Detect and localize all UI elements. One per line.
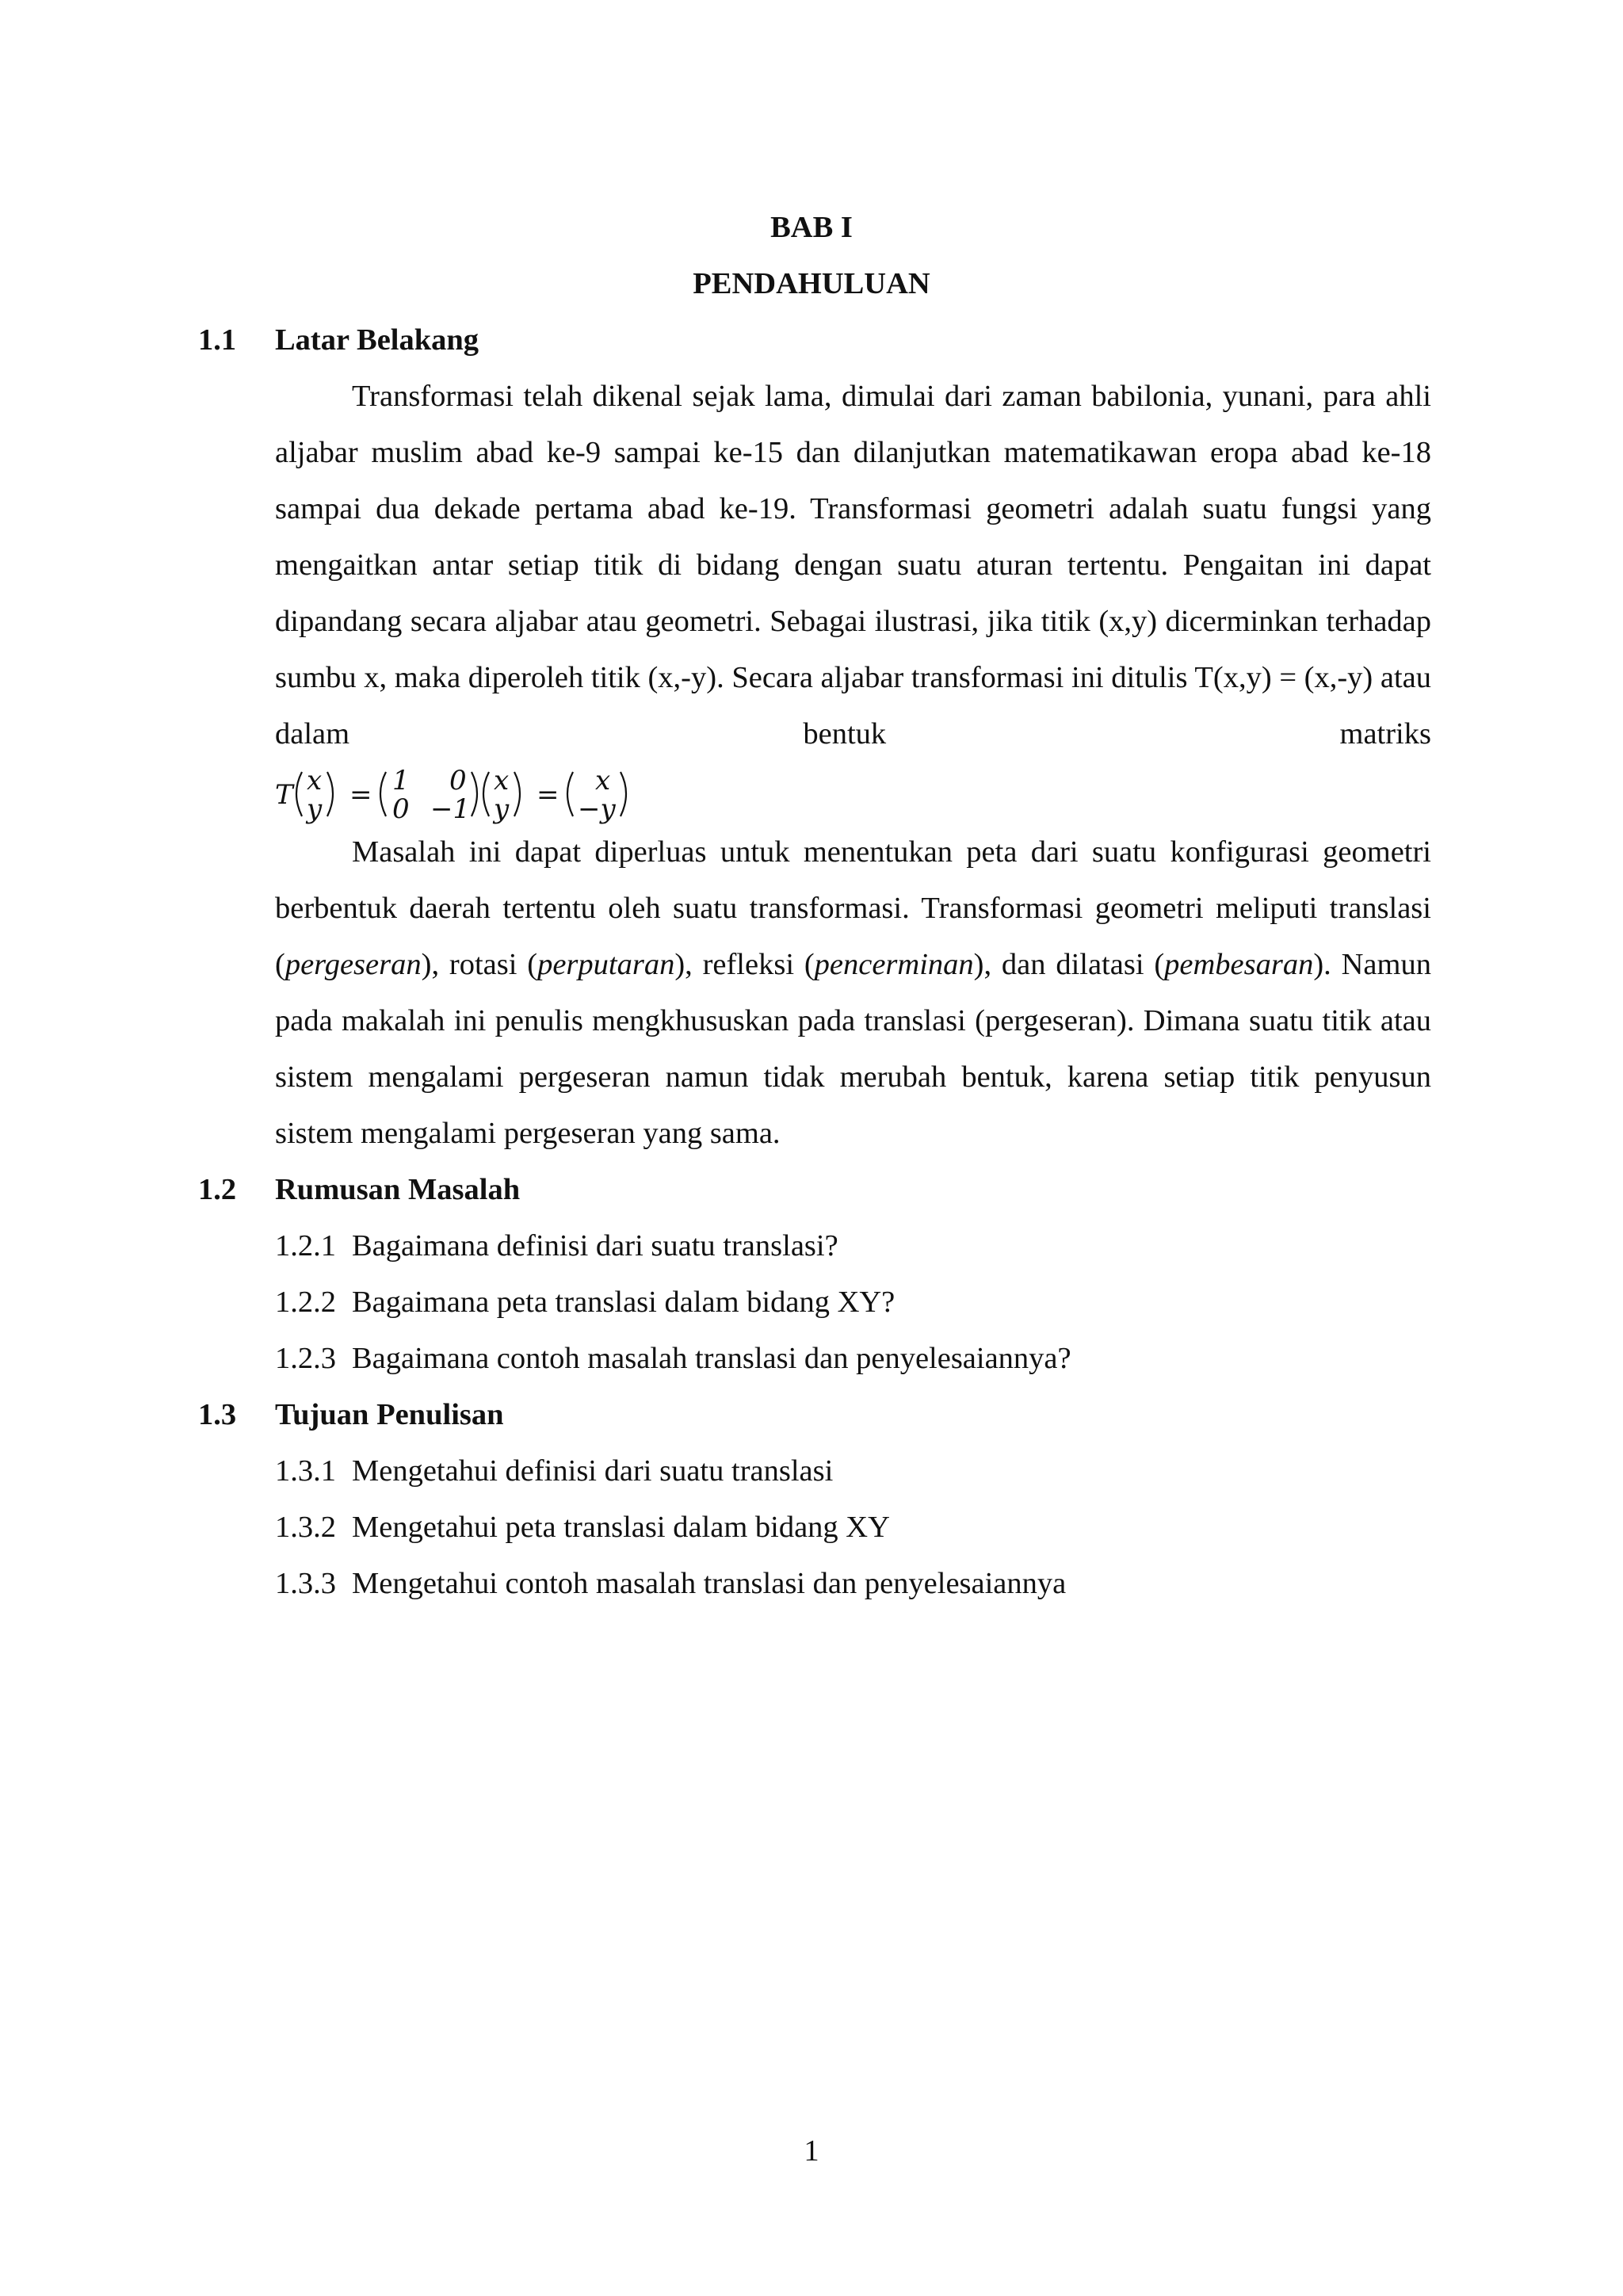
eq-res-x: x (595, 765, 611, 797)
paren-right (621, 772, 626, 816)
paragraph-latar-belakang-2 (275, 824, 1431, 1162)
page-number: 1 (804, 2134, 819, 2168)
para2-text-c: ), refleksi ( (674, 948, 815, 981)
chapter-title: PENDAHULUAN (693, 267, 930, 300)
list-item-text: Mengetahui definisi dari suatu translasi (352, 1454, 834, 1488)
eq-vec2-y: y (494, 793, 510, 824)
eq-equals-2: = (537, 779, 559, 811)
list-item-text: Bagaimana contoh masalah translasi dan penyelesaiannya? (352, 1342, 1071, 1375)
list-item-number: 1.2.1 (275, 1229, 336, 1263)
list-item-number: 1.3.1 (275, 1454, 336, 1488)
section-title: Tujuan Penulisan (275, 1398, 504, 1431)
para2-italic-pencerminan: pencerminan (814, 948, 974, 981)
section-number: 1.1 (198, 323, 237, 357)
para2-text-d: ), dan dilatasi ( (973, 948, 1165, 981)
paren-left (483, 772, 489, 816)
eq-m22: −1 (430, 793, 471, 824)
list-item-text: Mengetahui contoh masalah translasi dan penyelesaiannya (352, 1567, 1067, 1600)
list-item-number: 1.2.3 (275, 1342, 336, 1375)
list-item (275, 1556, 1623, 1612)
paren-right (472, 772, 477, 816)
section-title: Rumusan Masalah (275, 1173, 521, 1206)
para2-italic-pergeseran: pergeseran (285, 948, 422, 981)
eq-T: T (275, 779, 293, 811)
list-item-number: 1.3.3 (275, 1567, 336, 1600)
matrix-equation-graphic (275, 762, 719, 824)
eq-m21: 0 (392, 793, 410, 824)
list-item-text: Bagaimana peta translasi dalam bidang XY? (352, 1286, 896, 1319)
para2-text-b: ), rotasi ( (421, 948, 538, 981)
list-item-number: 1.3.2 (275, 1511, 336, 1544)
list-item-text: Bagaimana definisi dari suatu translasi? (352, 1229, 838, 1263)
list-item (275, 1499, 1623, 1556)
section-title: Latar Belakang (275, 323, 479, 357)
section-heading-1-1 (0, 312, 1623, 369)
paren-left (296, 772, 302, 816)
eq-vec-x: x (307, 765, 323, 797)
list-item (275, 1218, 1623, 1274)
paren-right (514, 772, 520, 816)
list-item (275, 1443, 1623, 1499)
chapter-label: BAB I (770, 211, 853, 244)
list-item (275, 1274, 1623, 1331)
eq-res-y: −y (578, 793, 616, 824)
list-item-number: 1.2.2 (275, 1286, 336, 1319)
para2-text-e: ). Namun pada makalah ini penulis mengkhususkan pada translasi (pergeseran). Dimana suatu titik atau sistem mengalami pergeseran namun tidak merubah bentuk, karena setiap titik penyusun sistem mengalami pergeseran yang sama. (275, 948, 1431, 1150)
para2-text-a: Masalah ini dapat diperluas untuk menentukan peta dari suatu konfigurasi geometri berbentuk daerah tertentu oleh suatu transformasi. Transformasi geometri meliputi translasi ( (275, 835, 1431, 981)
section-number: 1.2 (198, 1173, 237, 1206)
paragraph-latar-belakang-1: Transformasi telah dikenal sejak lama, dimulai dari zaman babilonia, yunani, para ahli aljabar muslim abad ke-9 sampai ke-15 dan dilanjutkan matematikawan eropa abad ke-18 sampai dua dekade pertama abad ke-19. Transformasi geometri adalah suatu fungsi yang mengaitkan antar setiap titik di bidang dengan suatu aturan tertentu. Pengaitan ini dapat dipandang secara aljabar atau geometri. Sebagai ilustrasi, jika titik (x,y) dicerminkan terhadap sumbu x, maka diperoleh titik (x,-y). Secara aljabar transformasi ini ditulis T(x,y) = (x,-y) atau dalam bentuk matriks (275, 380, 1431, 751)
paren-left (380, 772, 386, 816)
eq-m12: 0 (449, 765, 467, 797)
para2-italic-pembesaran: pembesaran (1164, 948, 1314, 981)
eq-m11: 1 (392, 765, 410, 797)
list-item-text: Mengetahui peta translasi dalam bidang XY (352, 1511, 890, 1544)
para2-italic-perputaran: perputaran (537, 948, 675, 981)
section-heading-1-2 (0, 1162, 1623, 1218)
section-heading-1-3 (0, 1387, 1623, 1443)
eq-equals-1: = (349, 779, 372, 811)
eq-vec-y: y (307, 793, 323, 824)
list-item (275, 1331, 1623, 1387)
page-content (0, 200, 1623, 1612)
section-number: 1.3 (198, 1398, 237, 1431)
eq-vec2-x: x (494, 765, 510, 797)
paren-left (567, 772, 573, 816)
matrix-equation (275, 762, 1623, 824)
paren-right (327, 772, 333, 816)
